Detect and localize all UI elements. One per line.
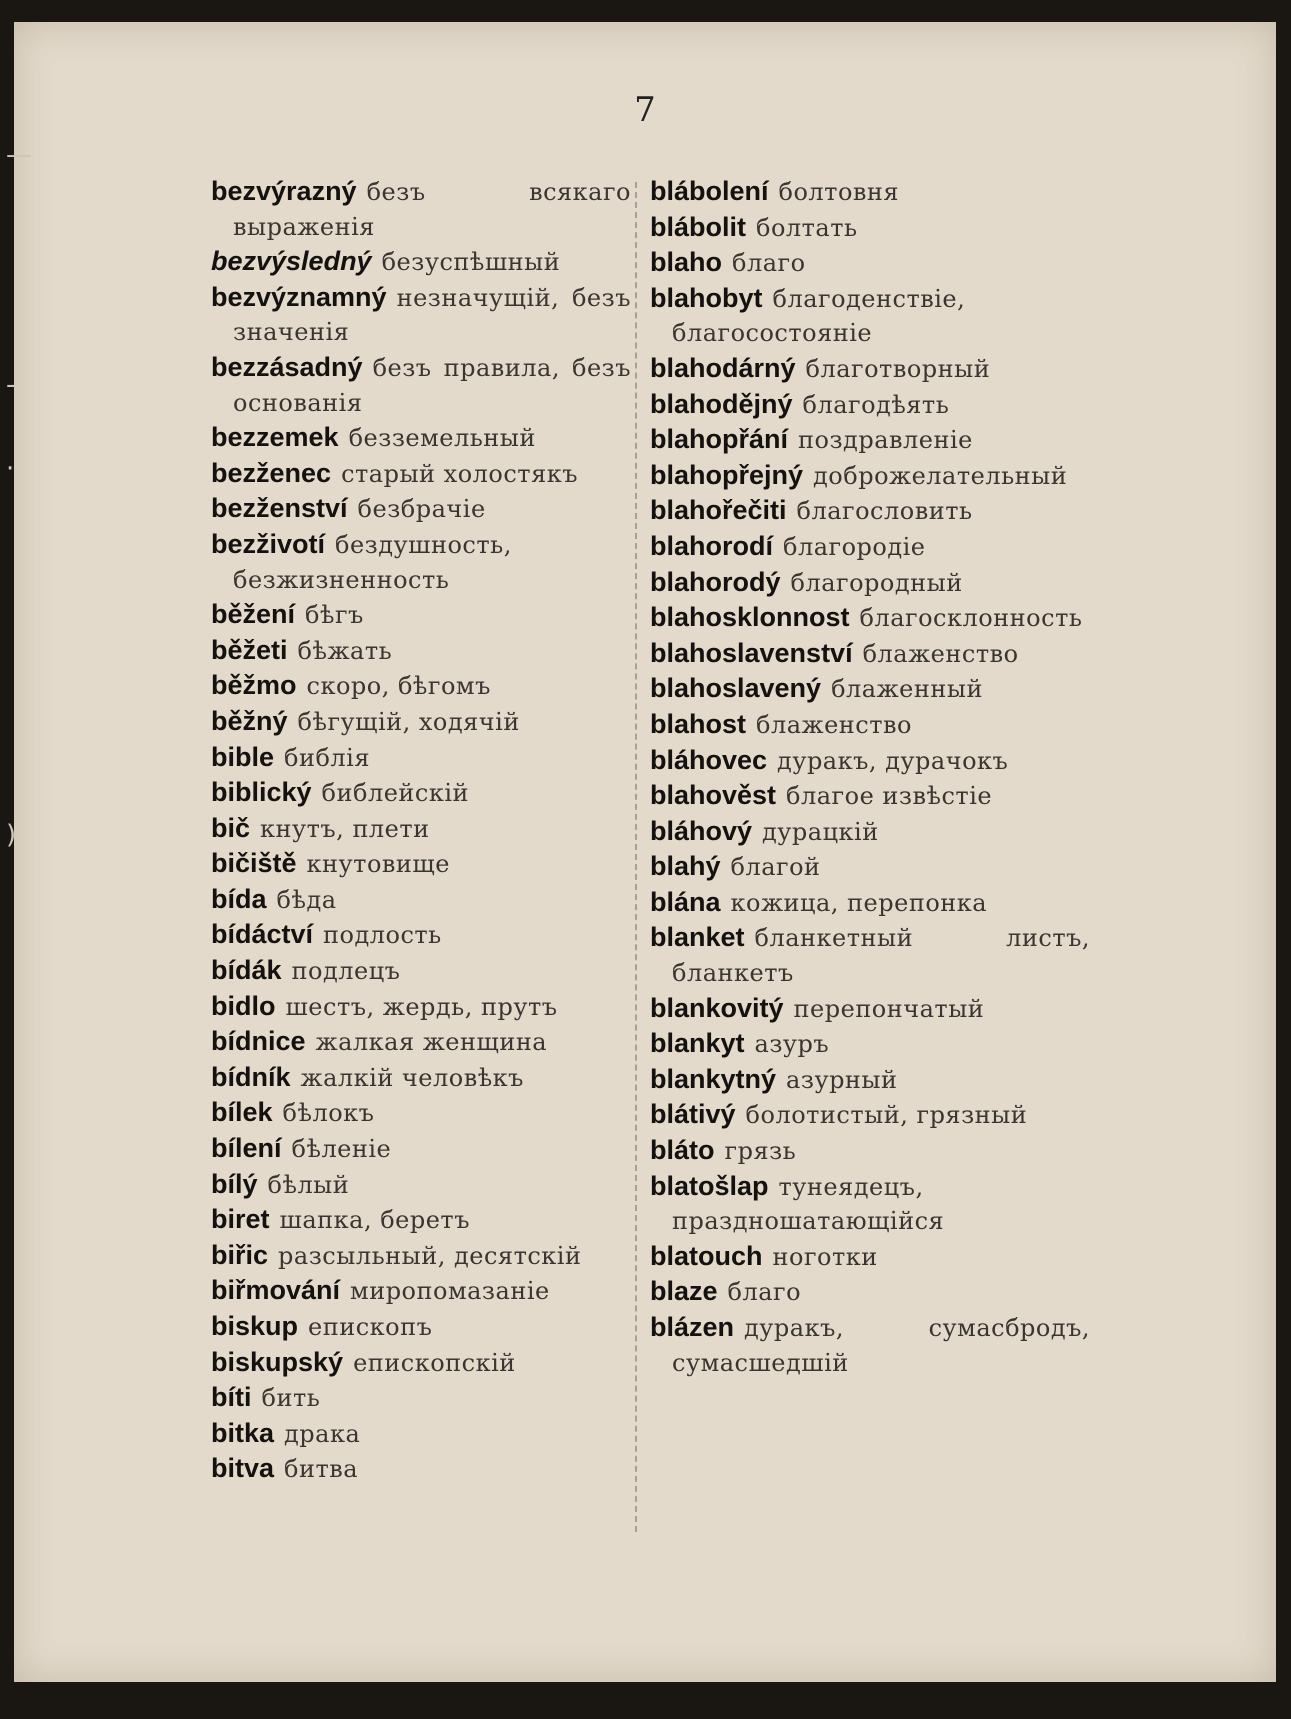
dictionary-entry <box>211 917 631 953</box>
entry-headword: blána <box>650 886 721 917</box>
entry-translation: благой <box>730 853 821 882</box>
entry-headword: biřmování <box>211 1275 341 1306</box>
entry-translation: безъ правила, безъ основанія <box>233 353 631 417</box>
entry-translation: благое извѣстіе <box>786 782 993 811</box>
entry-headword: blatošlap <box>650 1170 769 1201</box>
entry-headword: bláto <box>650 1135 715 1166</box>
entry-headword: bezživotí <box>211 528 326 559</box>
entry-headword: bídák <box>211 955 282 986</box>
entry-headword: blankyt <box>650 1028 745 1059</box>
dictionary-entry <box>211 1060 631 1096</box>
entry-headword: bíti <box>211 1382 252 1413</box>
dictionary-entry <box>211 1309 631 1345</box>
entry-headword: bezzásadný <box>211 351 363 382</box>
dictionary-entry <box>211 989 631 1025</box>
entry-headword: bídník <box>211 1061 291 1092</box>
entry-headword: biret <box>211 1204 270 1235</box>
entry-translation: драка <box>284 1419 361 1448</box>
entry-translation: благо <box>732 249 806 278</box>
entry-translation: разсыльный, десятскій <box>278 1241 582 1270</box>
dictionary-entry <box>650 920 1090 990</box>
entry-translation: подлость <box>323 921 442 950</box>
entry-headword: bezženství <box>211 493 348 524</box>
dictionary-entry <box>211 882 631 918</box>
entry-translation: старый холостякъ <box>341 459 578 488</box>
entry-headword: běžeti <box>211 634 288 665</box>
entry-headword: blahodějný <box>650 388 793 419</box>
dictionary-entry <box>211 1273 631 1309</box>
dictionary-entry <box>211 1451 631 1487</box>
entry-headword: blahořečiti <box>650 495 787 526</box>
entry-headword: bílení <box>211 1133 282 1164</box>
dictionary-entry <box>211 1095 631 1131</box>
dictionary-entry <box>211 704 631 740</box>
entry-translation: безуспѣшный <box>381 248 561 277</box>
dictionary-entry <box>211 846 631 882</box>
entry-translation: бѣлокъ <box>282 1099 375 1128</box>
entry-headword: biblický <box>211 777 312 808</box>
entry-translation: благородіе <box>783 532 926 561</box>
entry-translation: бланкетный листъ, бланкетъ <box>672 924 1090 988</box>
dictionary-entry <box>211 597 631 633</box>
dictionary-entry <box>211 244 631 280</box>
right-column <box>650 174 1090 1380</box>
dictionary-entry <box>650 991 1090 1027</box>
dictionary-entry <box>211 350 631 420</box>
left-column <box>211 174 631 1487</box>
dictionary-entry <box>650 743 1090 779</box>
entry-translation: блаженство <box>756 710 912 739</box>
entry-headword: blahorodí <box>650 530 773 561</box>
entry-headword: bezzemek <box>211 422 339 453</box>
entry-headword: blankovitý <box>650 992 784 1023</box>
dictionary-entry <box>650 885 1090 921</box>
entry-translation: кнутовище <box>306 850 450 879</box>
dictionary-entry <box>650 493 1090 529</box>
entry-headword: bičiště <box>211 848 297 879</box>
dictionary-entry <box>211 953 631 989</box>
dictionary-entry <box>211 668 631 704</box>
dictionary-entry <box>211 420 631 456</box>
dictionary-entry <box>211 811 631 847</box>
dictionary-entry <box>650 1169 1090 1239</box>
dictionary-entry <box>650 387 1090 423</box>
dictionary-entry <box>211 775 631 811</box>
dictionary-entry <box>650 1062 1090 1098</box>
entry-translation: миропомазаніе <box>350 1277 550 1306</box>
dictionary-entry <box>650 707 1090 743</box>
dictionary-entry <box>211 1131 631 1167</box>
entry-translation: дуракъ, дурачокъ <box>777 746 1009 775</box>
dictionary-entry <box>650 636 1090 672</box>
entry-translation: незначущій, безъ значенія <box>233 283 631 347</box>
margin-mark: — <box>6 140 32 170</box>
entry-headword: blaho <box>650 247 722 278</box>
entry-headword: blahorodý <box>650 566 781 597</box>
dictionary-entry <box>650 458 1090 494</box>
dictionary-entry <box>650 849 1090 885</box>
dictionary-entry <box>211 633 631 669</box>
entry-headword: blahopřání <box>650 424 789 455</box>
dictionary-entry <box>650 1239 1090 1275</box>
entry-headword: bezvýznamný <box>211 281 387 312</box>
entry-translation: благодѣять <box>802 390 950 419</box>
entry-headword: bláhový <box>650 815 753 846</box>
entry-headword: bílek <box>211 1097 273 1128</box>
entry-headword: biskup <box>211 1311 299 1341</box>
entry-translation: подлецъ <box>291 957 401 986</box>
dictionary-entry <box>211 456 631 492</box>
entry-translation: болтать <box>756 213 858 242</box>
entry-headword: blatouch <box>650 1240 763 1271</box>
entry-translation: безземельный <box>348 424 536 453</box>
entry-translation: епископъ <box>308 1313 433 1341</box>
dictionary-entry <box>650 600 1090 636</box>
entry-translation: перепончатый <box>793 994 985 1023</box>
dictionary-entry <box>211 1380 631 1416</box>
entry-translation: жалкій человѣкъ <box>300 1063 524 1092</box>
entry-translation: блаженство <box>862 639 1019 668</box>
entry-translation: доброжелательный <box>813 461 1068 490</box>
entry-translation: дурацкій <box>762 817 879 846</box>
dictionary-entry <box>211 527 631 597</box>
column-divider <box>635 182 637 1532</box>
entry-headword: bidlo <box>211 990 276 1021</box>
entry-translation: епископскій <box>353 1348 516 1377</box>
dictionary-entry <box>650 1097 1090 1133</box>
dictionary-entry <box>650 351 1090 387</box>
entry-headword: bezženec <box>211 457 332 488</box>
entry-headword: blahý <box>650 851 721 882</box>
dictionary-entry <box>650 1026 1090 1062</box>
entry-headword: blábolit <box>650 211 746 242</box>
entry-headword: bída <box>211 883 267 914</box>
entry-translation: бѣда <box>276 885 337 914</box>
dictionary-entry <box>650 1133 1090 1169</box>
entry-headword: biřic <box>211 1239 269 1270</box>
entry-headword: blábolení <box>650 176 769 206</box>
dictionary-entry <box>211 1167 631 1203</box>
entry-translation: бить <box>261 1384 321 1413</box>
entry-headword: blahověst <box>650 780 777 811</box>
entry-translation: азуръ <box>754 1030 830 1059</box>
entry-headword: biskupský <box>211 1346 344 1377</box>
entry-translation: бездушность, безжизненность <box>233 530 512 594</box>
dictionary-entry <box>211 280 631 350</box>
dictionary-entry <box>650 1310 1090 1380</box>
entry-headword: blahobyt <box>650 282 763 313</box>
entry-translation: блаженный <box>831 675 983 704</box>
dictionary-entry <box>650 565 1090 601</box>
entry-headword: blanket <box>650 922 745 953</box>
entry-translation: бѣгъ <box>305 601 364 630</box>
entry-translation: поздравленіе <box>798 426 973 455</box>
dictionary-entry <box>650 671 1090 707</box>
entry-translation: благо <box>727 1278 802 1307</box>
entry-translation: библейскій <box>321 779 469 808</box>
margin-mark: ) <box>6 820 17 850</box>
entry-translation: жалкая женщина <box>315 1028 548 1057</box>
entry-translation: болтовня <box>778 178 900 206</box>
entry-headword: bible <box>211 741 275 772</box>
entry-headword: bílý <box>211 1168 258 1199</box>
entry-translation: благосклонность <box>859 604 1083 633</box>
entry-headword: bezvýsledný <box>211 246 372 277</box>
entry-headword: běžný <box>211 705 288 736</box>
entry-translation: бѣлый <box>267 1170 350 1199</box>
dictionary-entry <box>211 1202 631 1238</box>
dictionary-entry <box>211 1024 631 1060</box>
entry-headword: bezvýrazný <box>211 176 357 206</box>
entry-headword: bitka <box>211 1417 275 1448</box>
entry-translation: благоденствіе, благосостояніе <box>672 284 966 348</box>
dictionary-entry <box>650 422 1090 458</box>
dictionary-entry <box>650 814 1090 850</box>
entry-headword: blátivý <box>650 1099 736 1130</box>
dictionary-entry <box>650 1274 1090 1310</box>
dictionary-entry <box>650 210 1090 246</box>
entry-translation: скоро, бѣгомъ <box>306 672 491 701</box>
entry-headword: blaze <box>650 1276 718 1307</box>
entry-translation: болотистый, грязный <box>745 1101 1028 1130</box>
entry-headword: blahosklonnost <box>650 602 850 633</box>
page-number: 7 <box>634 90 656 130</box>
entry-translation: бѣжать <box>297 636 393 665</box>
entry-translation: бѣгущій, ходячій <box>297 707 520 736</box>
entry-headword: běžmo <box>211 670 297 701</box>
dictionary-entry <box>211 740 631 776</box>
entry-translation: ноготки <box>772 1242 878 1271</box>
dictionary-page <box>14 22 1276 1682</box>
entry-headword: bídnice <box>211 1026 306 1057</box>
dictionary-entry <box>211 1416 631 1452</box>
entry-translation: благотворный <box>805 354 991 383</box>
entry-translation: кожица, перепонка <box>730 888 988 917</box>
entry-translation: кнутъ, плети <box>260 814 430 843</box>
entry-headword: blahost <box>650 708 747 739</box>
entry-headword: bídáctví <box>211 919 314 950</box>
dictionary-entry <box>211 1345 631 1381</box>
entry-headword: blankytný <box>650 1063 777 1094</box>
entry-translation: шестъ, жердь, прутъ <box>285 992 558 1021</box>
entry-translation: шапка, беретъ <box>279 1206 470 1235</box>
entry-headword: blahodárný <box>650 352 796 383</box>
dictionary-entry <box>211 1238 631 1274</box>
dictionary-entry <box>650 245 1090 281</box>
dictionary-entry <box>650 529 1090 565</box>
entry-translation: тунеядецъ, праздношатающійся <box>672 1172 945 1236</box>
entry-translation: битва <box>284 1455 359 1484</box>
entry-headword: blahoslavenství <box>650 637 853 668</box>
margin-mark: - <box>6 370 16 400</box>
entry-translation: безъ всякаго выраженія <box>233 178 631 241</box>
entry-translation: дуракъ, сумасбродъ, сумасшедшій <box>672 1314 1090 1377</box>
entry-headword: blahoslavený <box>650 673 822 704</box>
entry-translation: грязь <box>724 1137 797 1166</box>
entry-translation: бѣленіе <box>291 1135 392 1164</box>
entry-translation: благословить <box>796 497 973 526</box>
dictionary-entry <box>211 491 631 527</box>
dictionary-entry <box>211 174 631 244</box>
entry-headword: blahopřejný <box>650 459 804 490</box>
entry-headword: bič <box>211 812 251 843</box>
entry-headword: blázen <box>650 1312 735 1342</box>
margin-mark: · <box>6 454 15 484</box>
entry-translation: азурный <box>786 1065 898 1094</box>
entry-headword: běžení <box>211 599 296 630</box>
entry-headword: bláhovec <box>650 744 768 775</box>
dictionary-entry <box>650 174 1090 210</box>
entry-translation: библія <box>284 743 370 772</box>
entry-translation: благородный <box>790 568 963 597</box>
dictionary-entry <box>650 281 1090 351</box>
entry-translation: безбрачіе <box>357 495 486 524</box>
dictionary-entry <box>650 778 1090 814</box>
entry-headword: bitva <box>211 1453 275 1484</box>
